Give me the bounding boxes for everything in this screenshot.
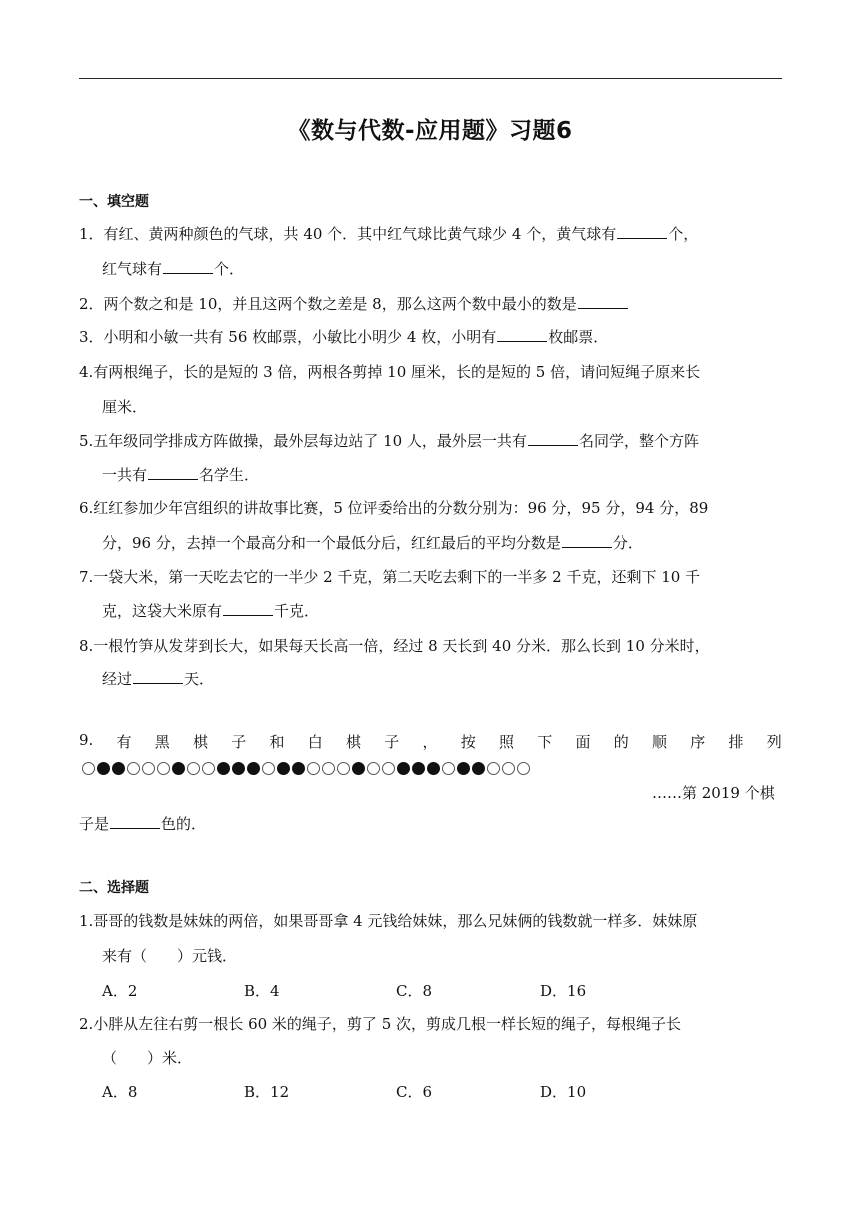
- q9-text-b: 子是: [79, 815, 110, 833]
- black-piece-icon: [397, 762, 410, 775]
- answer-blank[interactable]: [163, 259, 213, 274]
- mc-q1-line2: 来有（ ）元钱．: [102, 947, 238, 965]
- q9-word: ，: [422, 733, 438, 751]
- q1-line2: [102, 259, 244, 279]
- black-piece-icon: [277, 762, 290, 775]
- q9-word: 黑: [154, 733, 170, 751]
- white-piece-icon: [487, 762, 500, 775]
- q7-text-b: 克，这袋大米原有: [102, 602, 223, 620]
- q1-text-b: 个，: [668, 225, 699, 243]
- answer-blank[interactable]: [562, 533, 612, 548]
- q9-word: 列: [766, 733, 782, 751]
- q5-line2: [102, 465, 259, 485]
- white-piece-icon: [442, 762, 455, 775]
- mc-q2-line2: （ ）米．: [102, 1049, 193, 1067]
- q1-text-c: 红气球有: [102, 260, 163, 278]
- mc-q2-option-d[interactable]: D．10: [540, 1083, 587, 1101]
- q2-text: 2．两个数之和是 10，并且这两个数之差是 8，那么这两个数中最小的数是: [79, 295, 577, 313]
- q9-text-c: 色的．: [161, 815, 207, 833]
- white-piece-icon: [202, 762, 215, 775]
- q9-word: 按: [460, 733, 476, 751]
- q3-text-b: 枚邮票．: [548, 328, 609, 346]
- black-piece-icon: [427, 762, 440, 775]
- q9-word: 顺: [652, 733, 668, 751]
- q5-text-b: 名同学，整个方阵: [578, 432, 699, 450]
- white-piece-icon: [382, 762, 395, 775]
- q6-text-b: 分，96 分，去掉一个最高分和一个最低分后，红红最后的平均分数是: [102, 534, 561, 552]
- mc-q1-line1: 1.哥哥的钱数是妹妹的两倍，如果哥哥拿 4 元钱给妹妹，那么兄妹俩的钱数就一样多．妹妹原: [79, 912, 698, 930]
- q9-word: 照: [499, 733, 515, 751]
- answer-blank[interactable]: [578, 294, 628, 309]
- q8-text-b: 经过: [102, 670, 133, 688]
- answer-blank[interactable]: [617, 224, 667, 239]
- q7-text-c: 千克．: [274, 602, 320, 620]
- header-rule: [79, 78, 782, 79]
- q5-text-d: 名学生．: [199, 466, 260, 484]
- black-piece-icon: [352, 762, 365, 775]
- q5-line1: [79, 431, 699, 451]
- white-piece-icon: [157, 762, 170, 775]
- answer-blank[interactable]: [110, 814, 160, 829]
- white-piece-icon: [367, 762, 380, 775]
- mc-q1-option-c[interactable]: C．8: [396, 982, 433, 1000]
- q1-line1: [79, 224, 698, 244]
- q9-word: 的: [613, 733, 629, 751]
- q9-line1: [79, 731, 782, 752]
- white-piece-icon: [307, 762, 320, 775]
- q9-word: 面: [575, 733, 591, 751]
- answer-blank[interactable]: [497, 327, 547, 342]
- black-piece-icon: [472, 762, 485, 775]
- q9-tail: ……第 2019 个棋: [652, 784, 775, 802]
- white-piece-icon: [262, 762, 275, 775]
- black-piece-icon: [292, 762, 305, 775]
- q9-word: 9.: [79, 731, 94, 749]
- q6-text-c: 分．: [612, 534, 643, 552]
- q9-word: 子: [231, 733, 247, 751]
- q9-word: 子: [384, 733, 400, 751]
- q4-line1: 4.有两根绳子，长的是短的 3 倍，两根各剪掉 10 厘米，长的是短的 5 倍，请问短绳子原来长: [79, 363, 701, 381]
- mc-q2-option-c[interactable]: C．6: [396, 1083, 433, 1101]
- black-piece-icon: [457, 762, 470, 775]
- answer-blank[interactable]: [223, 601, 273, 616]
- q9-word: 棋: [346, 733, 362, 751]
- q9-word: 序: [690, 733, 706, 751]
- white-piece-icon: [187, 762, 200, 775]
- q5-text-c: 一共有: [102, 466, 148, 484]
- mc-q2-option-b[interactable]: B．12: [244, 1083, 290, 1101]
- white-piece-icon: [502, 762, 515, 775]
- black-piece-icon: [112, 762, 125, 775]
- q9-word: 白: [307, 733, 323, 751]
- q2-line: [79, 294, 629, 314]
- q8-text-c: 天．: [184, 670, 215, 688]
- q1-text-d: 个．: [214, 260, 245, 278]
- answer-blank[interactable]: [528, 431, 578, 446]
- chess-piece-sequence: [82, 762, 530, 775]
- black-piece-icon: [172, 762, 185, 775]
- q9-line3: [79, 814, 206, 834]
- q6-line1: 6.红红参加少年宫组织的讲故事比赛，5 位评委给出的分数分别为：96 分，95 分，94 分，89: [79, 499, 709, 517]
- white-piece-icon: [337, 762, 350, 775]
- white-piece-icon: [82, 762, 95, 775]
- q7-line2: [102, 601, 319, 621]
- answer-blank[interactable]: [148, 465, 198, 480]
- q9-word: 棋: [193, 733, 209, 751]
- q3-text: 3．小明和小敏一共有 56 枚邮票，小敏比小明少 4 枚，小明有: [79, 328, 497, 346]
- q9-word: 排: [728, 733, 744, 751]
- q8-line1: 8.一根竹笋从发芽到长大，如果每天长高一倍，经过 8 天长到 40 分米．那么长到 10 分米时，: [79, 637, 710, 655]
- answer-blank[interactable]: [133, 669, 183, 684]
- black-piece-icon: [412, 762, 425, 775]
- q5-text: 5.五年级同学排成方阵做操，最外层每边站了 10 人，最外层一共有: [79, 432, 527, 450]
- white-piece-icon: [322, 762, 335, 775]
- section-heading-fill-blank: 一、填空题: [79, 194, 149, 210]
- q9-word: 有: [116, 733, 132, 751]
- q7-line1: 7.一袋大米，第一天吃去它的一半少 2 千克，第二天吃去剩下的一半多 2 千克，还剩下 10 千: [79, 568, 701, 586]
- q1-text: 1．有红、黄两种颜色的气球，共 40 个．其中红气球比黄气球少 4 个，黄气球有: [79, 225, 617, 243]
- white-piece-icon: [127, 762, 140, 775]
- mc-q1-option-b[interactable]: B．4: [244, 982, 280, 1000]
- black-piece-icon: [217, 762, 230, 775]
- mc-q2-line1: 2.小胖从左往右剪一根长 60 米的绳子，剪了 5 次，剪成几根一样长短的绳子，每根绳子长: [79, 1015, 682, 1033]
- mc-q1-option-a[interactable]: A．2: [102, 982, 138, 1000]
- q3-line: [79, 327, 608, 347]
- q9-word: 和: [269, 733, 285, 751]
- mc-q1-option-d[interactable]: D．16: [540, 982, 587, 1000]
- mc-q2-option-a[interactable]: A．8: [102, 1083, 138, 1101]
- q6-line2: [102, 533, 643, 553]
- black-piece-icon: [97, 762, 110, 775]
- q4-line2: 厘米．: [102, 398, 148, 416]
- white-piece-icon: [517, 762, 530, 775]
- white-piece-icon: [142, 762, 155, 775]
- black-piece-icon: [247, 762, 260, 775]
- q9-word: 下: [537, 733, 553, 751]
- section-heading-multiple-choice: 二、选择题: [79, 880, 149, 896]
- page-title: 《数与代数-应用题》习题6: [287, 118, 573, 144]
- black-piece-icon: [232, 762, 245, 775]
- q8-line2: [102, 669, 214, 689]
